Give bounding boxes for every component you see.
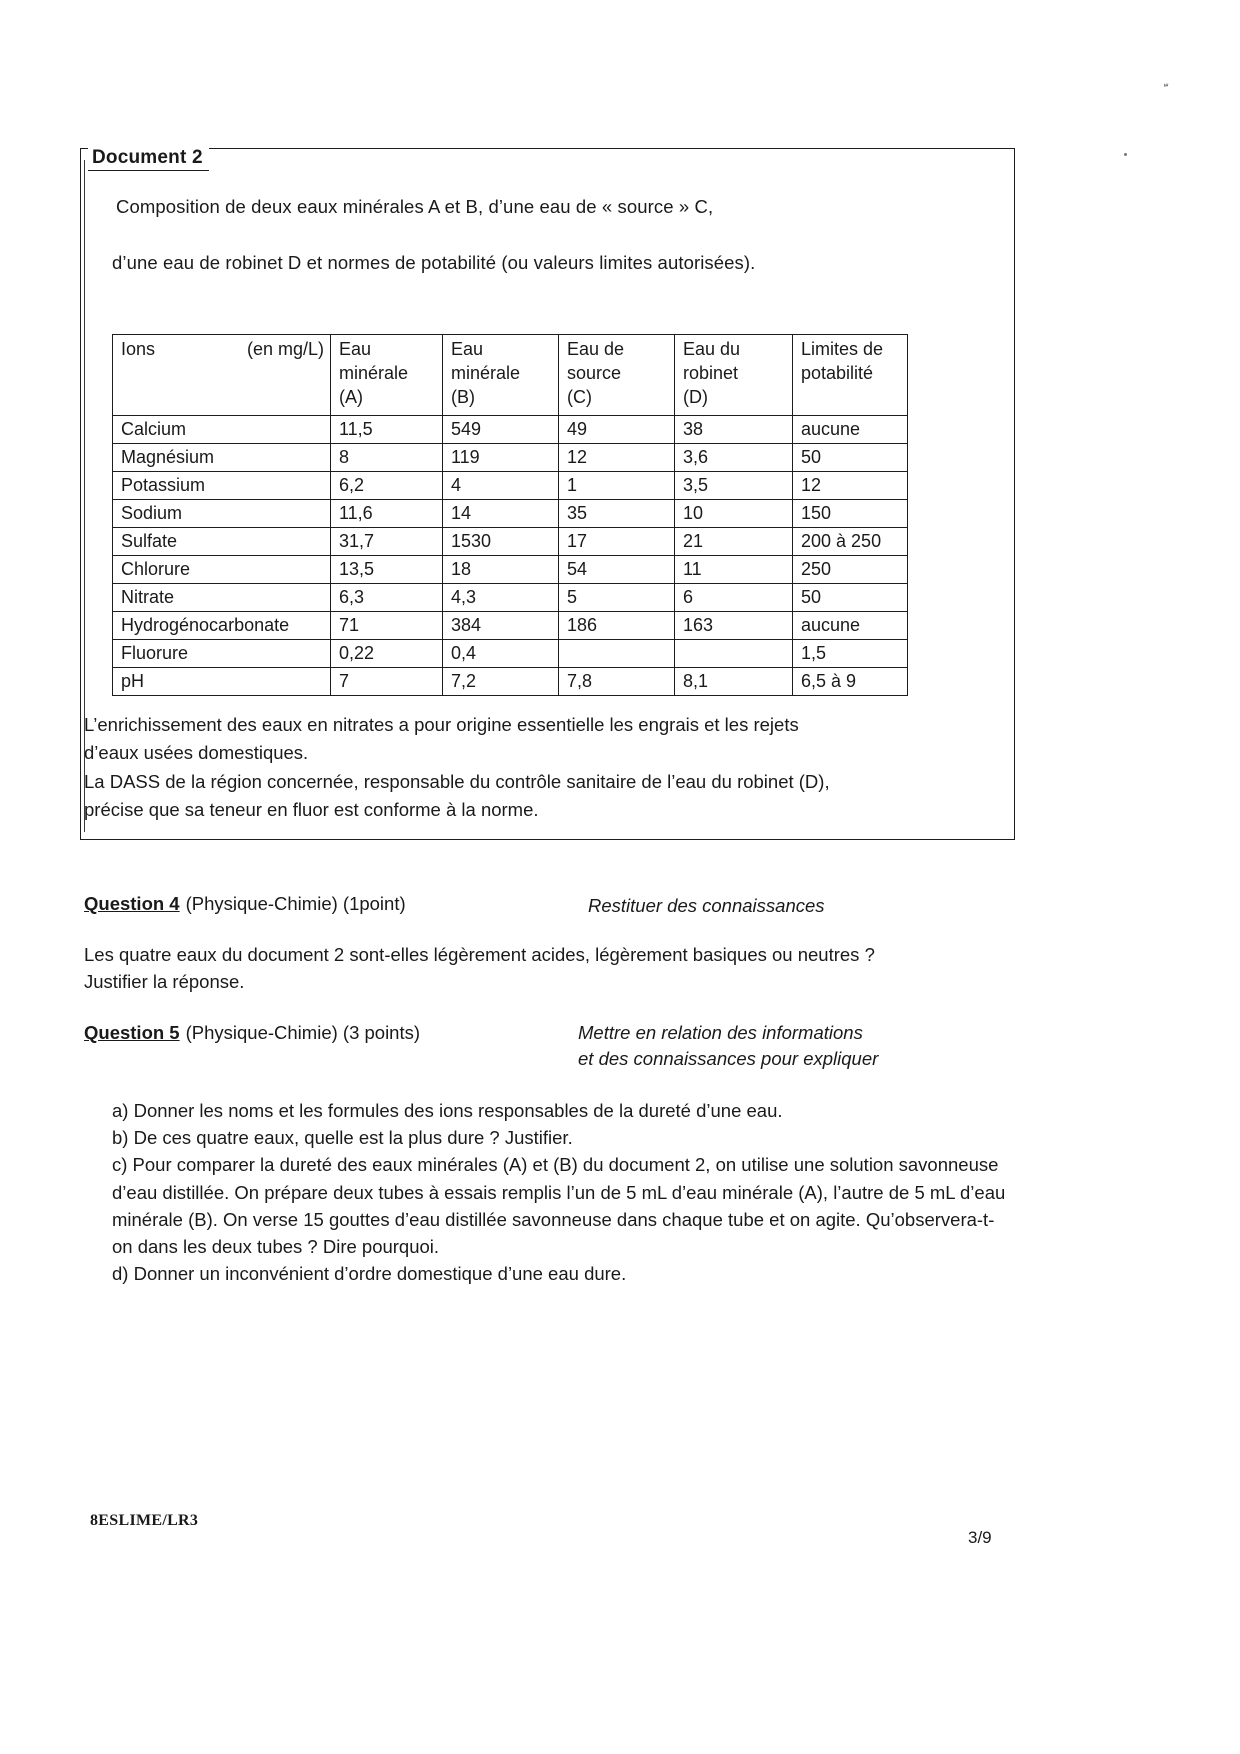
footnote-line: La DASS de la région concernée, responsable du contrôle sanitaire de l’eau du robinet (D), xyxy=(84,770,830,792)
cell-b: 18 xyxy=(443,556,559,584)
cell-b: 549 xyxy=(443,416,559,444)
question-4-body xyxy=(84,942,1034,996)
table-row xyxy=(113,416,908,444)
cell-a: 6,2 xyxy=(331,472,443,500)
document-2-title: Document 2 xyxy=(88,146,209,171)
header-cell-eau-minerale-a: Eau minérale (A) xyxy=(331,335,443,416)
question-5-label: Question 5 xyxy=(84,1022,180,1043)
header-cell-limites-de-potabilite: Limites de potabilité xyxy=(793,335,908,416)
table-row xyxy=(113,556,908,584)
cell-a: 11,6 xyxy=(331,500,443,528)
cell-b: 0,4 xyxy=(443,640,559,668)
cell-d: 38 xyxy=(675,416,793,444)
cell-b: 119 xyxy=(443,444,559,472)
cell-limit: 200 à 250 xyxy=(793,528,908,556)
cell-limit: 12 xyxy=(793,472,908,500)
cell-b: 384 xyxy=(443,612,559,640)
cell-ion: Hydrogénocarbonate xyxy=(113,612,331,640)
question-5-items xyxy=(112,1097,1012,1287)
question-4-competence: Restituer des connaissances xyxy=(588,895,825,916)
water-composition-table xyxy=(112,334,908,696)
table-header-row xyxy=(113,335,908,416)
document-2-footnotes xyxy=(84,712,984,823)
cell-b: 4,3 xyxy=(443,584,559,612)
document-2-intro-line-1: Composition de deux eaux minérales A et B, d’une eau de « source » C, xyxy=(116,196,714,217)
question-4-heading xyxy=(84,893,984,915)
cell-a: 7 xyxy=(331,668,443,696)
footnote-line: précise que sa teneur en fluor est conforme à la norme. xyxy=(84,798,539,820)
cell-ion: Nitrate xyxy=(113,584,331,612)
table-row xyxy=(113,668,908,696)
question-4-meta: (Physique-Chimie) (1point) xyxy=(185,893,406,914)
cell-b: 14 xyxy=(443,500,559,528)
cell-d xyxy=(675,640,793,668)
cell-limit: 150 xyxy=(793,500,908,528)
cell-b: 1530 xyxy=(443,528,559,556)
question-5-competence xyxy=(578,1020,998,1073)
table-header xyxy=(113,335,908,416)
cell-d: 10 xyxy=(675,500,793,528)
cell-limit: 6,5 à 9 xyxy=(793,668,908,696)
cell-limit: aucune xyxy=(793,612,908,640)
question-5-competence-line-2: et des connaissances pour expliquer xyxy=(578,1048,879,1070)
cell-b: 7,2 xyxy=(443,668,559,696)
cell-d: 3,5 xyxy=(675,472,793,500)
question-5-competence-line-1: Mettre en relation des informations xyxy=(578,1022,863,1043)
question-4-body-line: Justifier la réponse. xyxy=(84,970,245,992)
question-4-label: Question 4 xyxy=(84,893,180,914)
table-row xyxy=(113,472,908,500)
cell-c: 5 xyxy=(559,584,675,612)
cell-c: 7,8 xyxy=(559,668,675,696)
table-row xyxy=(113,528,908,556)
cell-a: 6,3 xyxy=(331,584,443,612)
table-row xyxy=(113,584,908,612)
header-cell-eau-de-source-c: Eau de source (C) xyxy=(559,335,675,416)
cell-c: 12 xyxy=(559,444,675,472)
cell-c: 1 xyxy=(559,472,675,500)
cell-limit: aucune xyxy=(793,416,908,444)
cell-ion: Chlorure xyxy=(113,556,331,584)
question-5-item-c: c) Pour comparer la dureté des eaux minérales (A) et (B) du document 2, on utilise une solution savonneuse d’eau distillée. On prépare deux tubes à essais remplis l’un de 5 mL d’eau minérale (A), l’autre de 5 mL d’eau minérale (B). On verse 15 gouttes d’eau distillée savonneuse dans chaque tube et on agite. Qu’observera-t-on dans les deux tubes ? Dire pourquoi. xyxy=(112,1154,1006,1257)
footnote-line: L’enrichissement des eaux en nitrates a pour origine essentielle les engrais et les rejets xyxy=(84,714,799,735)
header-unit-label: (en mg/L) xyxy=(246,339,324,359)
cell-c: 17 xyxy=(559,528,675,556)
question-5-item-d: d) Donner un inconvénient d’ordre domestique d’une eau dure. xyxy=(112,1263,627,1285)
cell-b: 4 xyxy=(443,472,559,500)
cell-d: 3,6 xyxy=(675,444,793,472)
cell-a: 71 xyxy=(331,612,443,640)
document-2-intro-line-2: d’une eau de robinet D et normes de potabilité (ou valeurs limites autorisées). xyxy=(112,252,756,273)
cell-a: 13,5 xyxy=(331,556,443,584)
cell-d: 8,1 xyxy=(675,668,793,696)
header-cell-eau-minerale-b: Eau minérale (B) xyxy=(443,335,559,416)
header-cell-ions xyxy=(113,335,331,416)
header-ions-label: Ions xyxy=(121,339,156,359)
question-5-item-a: a) Donner les noms et les formules des ions responsables de la dureté d’une eau. xyxy=(112,1100,783,1121)
question-4-body-line: Les quatre eaux du document 2 sont-elles légèrement acides, légèrement basiques ou neutres ? xyxy=(84,944,875,965)
stray-dot-mark xyxy=(1124,153,1127,156)
table-row xyxy=(113,500,908,528)
question-5-item-b: b) De ces quatre eaux, quelle est la plus dure ? Justifier. xyxy=(112,1127,573,1149)
cell-d: 6 xyxy=(675,584,793,612)
table-row xyxy=(113,612,908,640)
footnote-line: d’eaux usées domestiques. xyxy=(84,742,309,764)
cell-c: 186 xyxy=(559,612,675,640)
cell-ion: Potassium xyxy=(113,472,331,500)
cell-limit: 50 xyxy=(793,444,908,472)
cell-a: 0,22 xyxy=(331,640,443,668)
cell-limit: 50 xyxy=(793,584,908,612)
cell-ion: Sodium xyxy=(113,500,331,528)
cell-ion: Sulfate xyxy=(113,528,331,556)
cell-d: 21 xyxy=(675,528,793,556)
stray-pen-mark: ّ xyxy=(1161,82,1164,97)
cell-c: 49 xyxy=(559,416,675,444)
footer-page-number: 3/9 xyxy=(968,1528,992,1547)
question-5-meta: (Physique-Chimie) (3 points) xyxy=(185,1022,421,1043)
cell-a: 31,7 xyxy=(331,528,443,556)
table-body xyxy=(113,416,908,696)
table-row xyxy=(113,640,908,668)
cell-ion: Magnésium xyxy=(113,444,331,472)
cell-ion: Fluorure xyxy=(113,640,331,668)
cell-d: 163 xyxy=(675,612,793,640)
cell-a: 8 xyxy=(331,444,443,472)
cell-limit: 1,5 xyxy=(793,640,908,668)
cell-d: 11 xyxy=(675,556,793,584)
cell-ion: pH xyxy=(113,668,331,696)
cell-a: 11,5 xyxy=(331,416,443,444)
cell-ion: Calcium xyxy=(113,416,331,444)
cell-limit: 250 xyxy=(793,556,908,584)
cell-c xyxy=(559,640,675,668)
cell-c: 54 xyxy=(559,556,675,584)
table-row xyxy=(113,444,908,472)
header-cell-eau-du-robinet-d: Eau du robinet (D) xyxy=(675,335,793,416)
cell-c: 35 xyxy=(559,500,675,528)
footer-exam-code: 8ESLIME/LR3 xyxy=(90,1512,199,1529)
